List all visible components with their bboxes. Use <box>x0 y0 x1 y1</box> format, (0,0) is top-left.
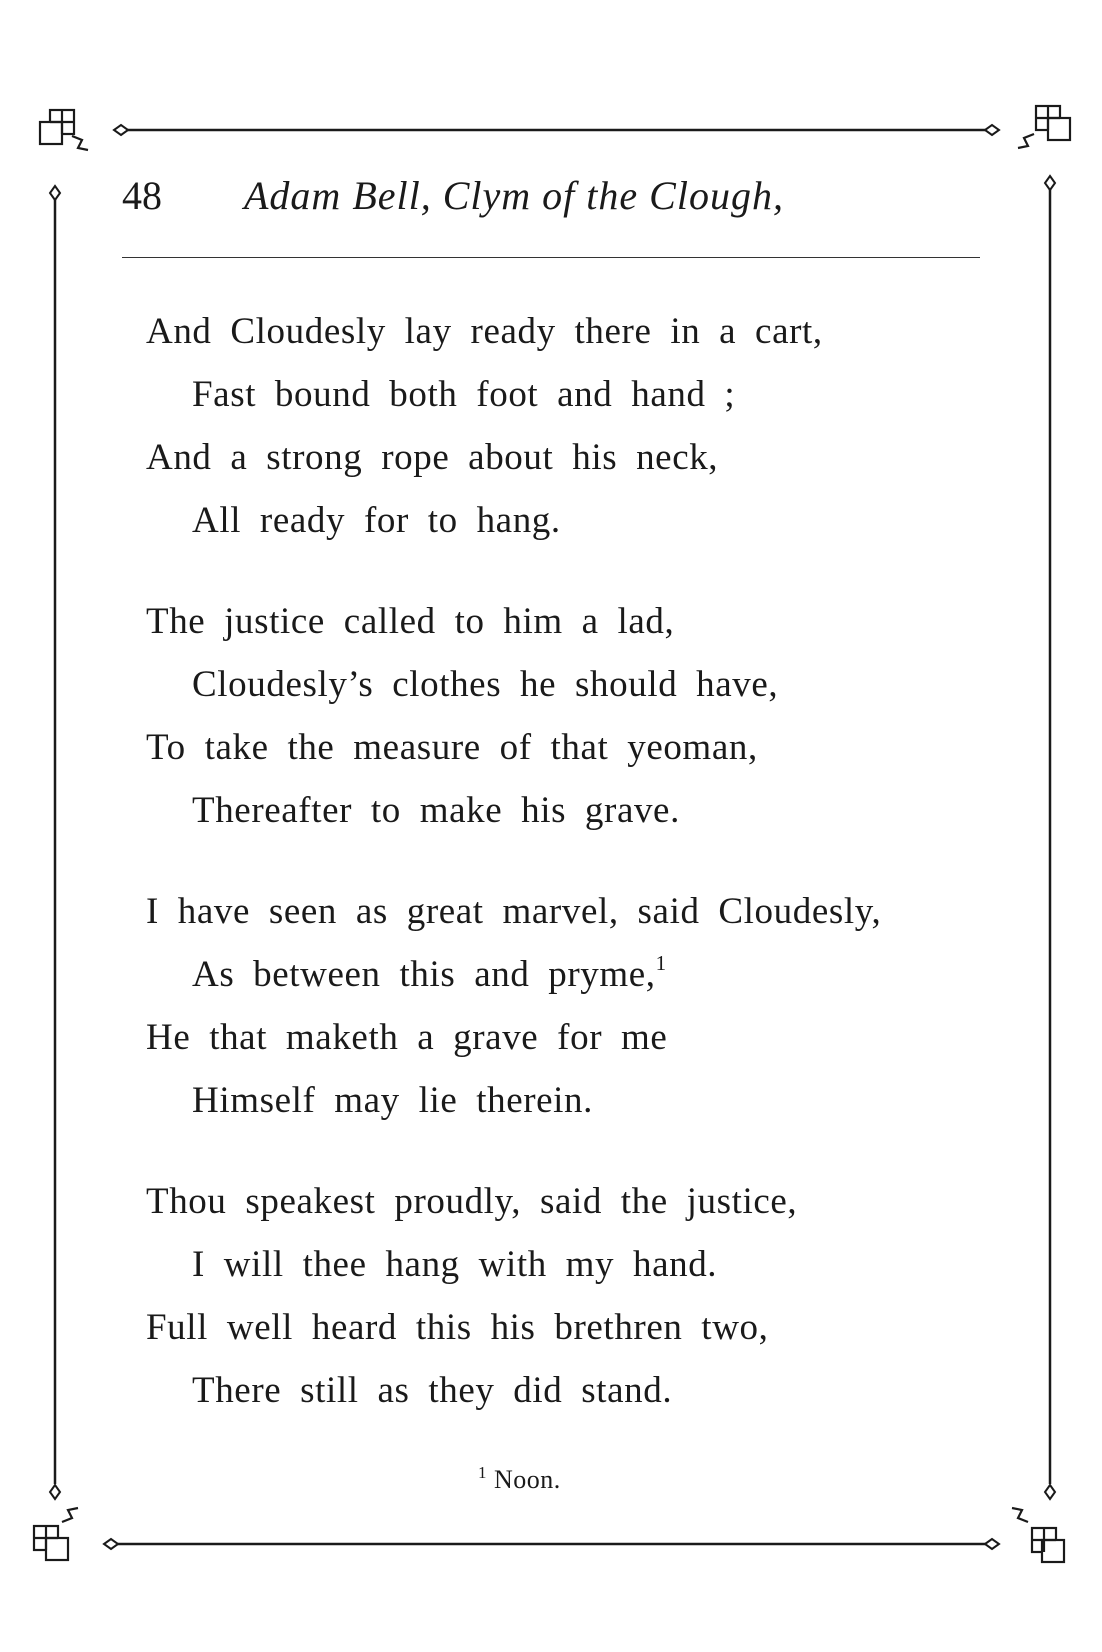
poem-line: The justice called to him a lad, <box>146 601 675 642</box>
corner-ornament-bottom-right <box>1012 1508 1064 1562</box>
stanza <box>146 1170 966 1422</box>
stanza <box>146 880 966 1132</box>
poem-line: Fast bound both foot and hand ; <box>192 374 736 415</box>
poem-line: I have seen as great marvel, said Cloudesly, <box>146 891 882 932</box>
stanza <box>146 300 966 552</box>
poem-line: Thou speakest proudly, said the justice, <box>146 1181 798 1222</box>
poem-line: Cloudesly’s clothes he should have, <box>192 664 779 705</box>
stanza <box>146 590 966 842</box>
poem-line: Full well heard this his brethren two, <box>146 1307 769 1348</box>
corner-ornament-bottom-left <box>34 1508 78 1560</box>
page-number: 48 <box>122 173 162 218</box>
footnote-reference: 1 <box>655 951 667 975</box>
poem-line: I will thee hang with my hand. <box>192 1244 718 1285</box>
poem-line: There still as they did stand. <box>192 1370 673 1411</box>
header-rule <box>122 257 980 258</box>
poem-body <box>146 300 966 1460</box>
running-title: Adam Bell, Clym of the Clough, <box>244 173 784 218</box>
corner-ornament-top-right <box>1018 106 1070 148</box>
poem-line: Himself may lie therein. <box>192 1080 594 1121</box>
poem-line: And Cloudesly lay ready there in a cart, <box>146 311 823 352</box>
poem-line: Thereafter to make his grave. <box>192 790 680 831</box>
poem-line: And a strong rope about his neck, <box>146 437 719 478</box>
poem-line <box>146 943 966 1006</box>
footnote-text: Noon. <box>494 1465 561 1494</box>
corner-ornament-top-left <box>40 110 88 150</box>
poem-line: All ready for to hang. <box>192 500 561 541</box>
poem-line: To take the measure of that yeoman, <box>146 727 758 768</box>
poem-line-text: As between this and pryme, <box>192 954 656 995</box>
poem-line: He that maketh a grave for me <box>146 1017 668 1058</box>
footnote <box>478 1465 561 1495</box>
footnote-marker: 1 <box>478 1463 487 1482</box>
